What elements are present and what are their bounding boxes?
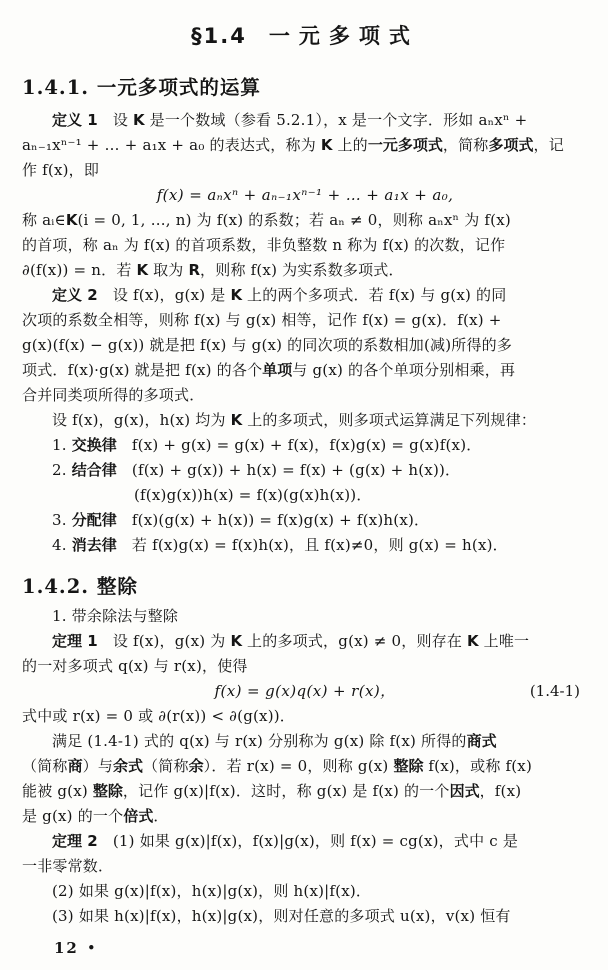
theorem2-line: 一非零常数． [22, 857, 114, 875]
equation-polynomial: f(x) = aₙxⁿ + aₙ₋₁xⁿ⁻¹ + … + a₁x + a₀, [156, 186, 454, 204]
def2-line: 定义 2 设 f(x)，g(x) 是 K 上的两个多项式．若 f(x) 与 g(x) 的同 [52, 286, 507, 304]
page-footer [54, 939, 588, 957]
subsection-division: 1. 带余除法与整除 [52, 607, 179, 625]
rule-associative-cont: (f(x)g(x))h(x) = f(x)(g(x)h(x))． [134, 486, 372, 504]
chapter-title-text: 一元多项式 [268, 24, 419, 48]
rule-commutative: 1. 交换律 f(x) + g(x) = g(x) + f(x)，f(x)g(x) = g(x)f(x)． [52, 436, 482, 454]
def1-line: 作 f(x)，即 [22, 161, 100, 179]
theorem1-line: 的一对多项式 q(x) 与 r(x)，使得 [22, 657, 248, 675]
rules-intro: 设 f(x)，g(x)，h(x) 均为 K 上的多项式，则多项式运算满足下列规律： [52, 411, 537, 429]
def1-line: 称 aᵢ∈K(i = 0, 1, …, n) 为 f(x) 的系数；若 aₙ ≠ 0，则称 aₙxⁿ 为 f(x) [22, 211, 511, 229]
def2-line: 项式．f(x)·g(x) 就是把 f(x) 的各个单项与 g(x) 的各个单项分别相乘，再 [22, 361, 516, 379]
theorem2-item3: (3) 如果 h(x)|f(x)，h(x)|g(x)，则对任意的多项式 u(x)，v(x) 恒有 [52, 907, 511, 925]
division-line: 能被 g(x) 整除，记作 g(x)|f(x)．这时，称 g(x) 是 f(x) 的一个因式，f(x) [22, 782, 522, 800]
def1-line: aₙ₋₁xⁿ⁻¹ + … + a₁x + a₀ 的表达式，称为 K 上的一元多项式，简称多项式，记 [22, 136, 564, 154]
rule-cancellation: 4. 消去律 若 f(x)g(x) = f(x)h(x)，且 f(x)≠0，则 g(x) = h(x)． [52, 536, 508, 554]
equation-number: (1.4-1) [529, 682, 580, 700]
def2-line: g(x)(f(x) − g(x)) 就是把 f(x) 与 g(x) 的同次项的系数相加(减)所得的多 [22, 336, 513, 354]
footer-bullet: • [86, 939, 98, 957]
rule-associative: 2. 结合律 (f(x) + g(x)) + h(x) = f(x) + (g(x) + h(x))． [52, 461, 461, 479]
chapter-number: §1.4 [191, 24, 247, 48]
division-line: （简称商）与余式（简称余）．若 r(x) = 0，则称 g(x) 整除 f(x)，或称 f(x) [22, 757, 533, 775]
after-equation-line: 式中或 r(x) = 0 或 ∂(r(x)) < ∂(g(x))． [22, 707, 296, 725]
theorem2-line: 定理 2 (1) 如果 g(x)|f(x)，f(x)|g(x)，则 f(x) = cg(x)，式中 c 是 [52, 832, 519, 850]
division-line: 满足 (1.4-1) 式的 q(x) 与 r(x) 分别称为 g(x) 除 f(x) 所得的商式 [52, 732, 497, 750]
section-heading-142: 1.4.2. 整除 [22, 575, 138, 598]
rule-distributive: 3. 分配律 f(x)(g(x) + h(x)) = f(x)g(x) + f(x)h(x)． [52, 511, 430, 529]
def2-line: 次项的系数全相等，则称 f(x) 与 g(x) 相等，记作 f(x) = g(x)．f(x) + [22, 311, 502, 329]
section-heading-141: 1.4.1. 一元多项式的运算 [22, 76, 261, 99]
chapter-title [22, 20, 588, 50]
theorem1-line: 定理 1 设 f(x)，g(x) 为 K 上的多项式，g(x) ≠ 0，则存在 K 上唯一 [52, 632, 530, 650]
division-line: 是 g(x) 的一个倍式． [22, 807, 169, 825]
def1-line: 定义 1 设 K 是一个数域（参看 5.2.1），x 是一个文字．形如 aₙxⁿ + [52, 111, 528, 129]
def2-line: 合并同类项所得的多项式． [22, 386, 205, 404]
def1-line: 的首项，称 aₙ 为 f(x) 的首项系数，非负整数 n 称为 f(x) 的次数，记作 [22, 236, 506, 254]
page-number: 12 [54, 939, 79, 957]
theorem2-item2: (2) 如果 g(x)|f(x)，h(x)|g(x)，则 h(x)|f(x)． [52, 882, 372, 900]
equation-division-row [22, 679, 588, 704]
def1-line: ∂(f(x)) = n．若 K 取为 R，则称 f(x) 为实系数多项式． [22, 261, 404, 279]
equation-division: f(x) = g(x)q(x) + r(x)， [214, 682, 396, 700]
